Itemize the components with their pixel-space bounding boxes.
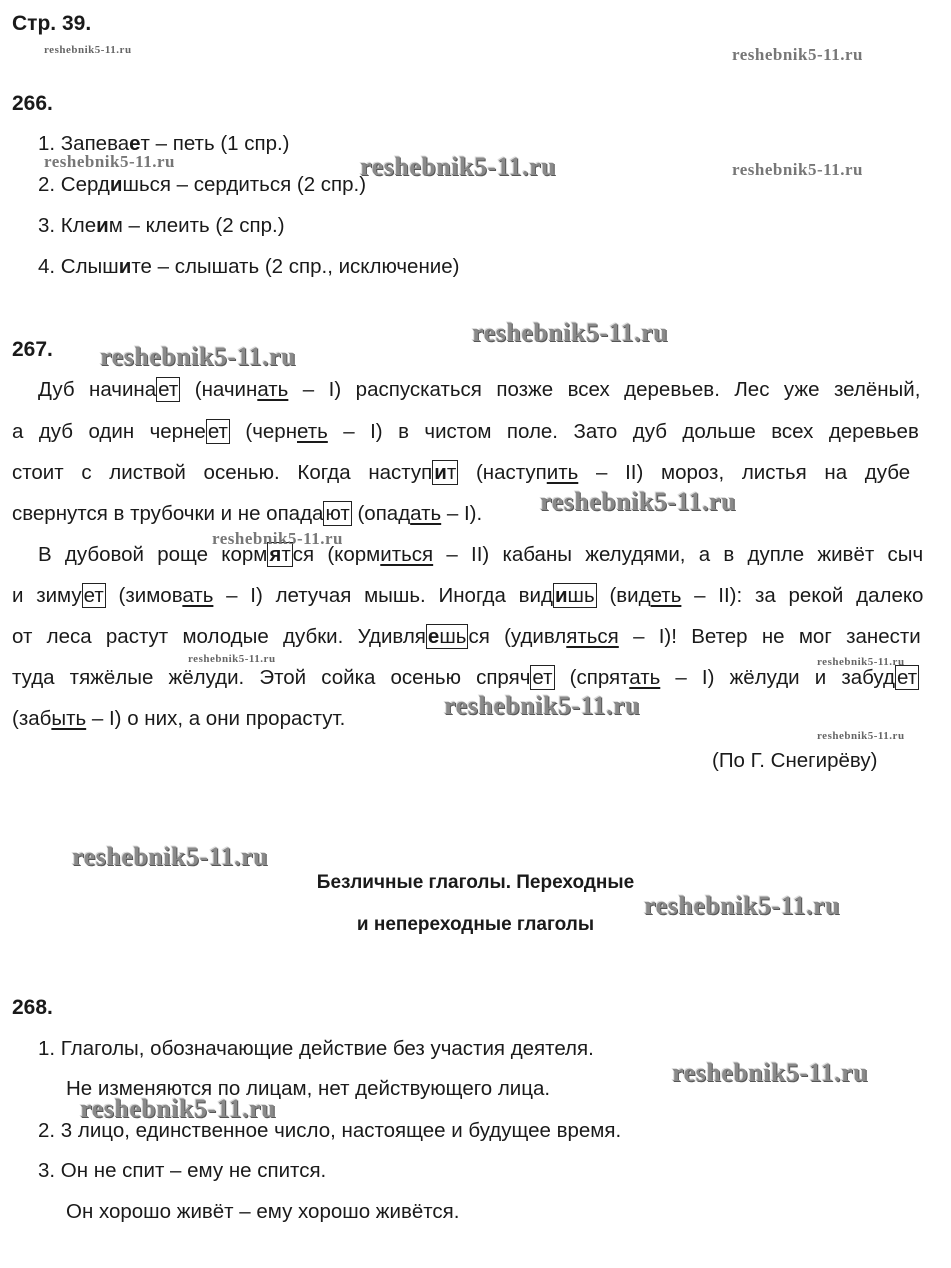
ending-box: ют — [325, 502, 350, 525]
ending-box: ет — [207, 420, 228, 443]
exercise-267-line-2: а дуб один чернеет (чернеть – I) в чистом поле. Зато дуб дольше всех деревьев — [12, 420, 919, 443]
exercise-266-item-3: 3. Клеим – клеить (2 спр.) — [38, 214, 285, 237]
section-heading-line-2: и непереходные глаголы — [356, 914, 595, 935]
exercise-267-line-1: Дуб начинает (начинать – I) распускаться позже всех деревьев. Лес уже зелёный, — [38, 378, 921, 401]
watermark: reshebnik5-11.ru — [44, 152, 175, 171]
page-label: Стр. 39. — [12, 12, 92, 35]
exercise-268-line-1: 1. Глаголы, обозначающие действие без участия деятеля. — [38, 1037, 594, 1060]
ending-box: ет — [158, 378, 179, 401]
ending-box: ит — [434, 461, 457, 484]
watermark: reshebnik5-11.ru — [80, 1094, 277, 1123]
watermark: reshebnik5-11.ru — [44, 44, 132, 56]
ending-box: ет — [83, 584, 104, 607]
watermark: reshebnik5-11.ru — [472, 318, 669, 347]
watermark: reshebnik5-11.ru — [817, 656, 905, 668]
ending-box: ишь — [554, 584, 595, 607]
watermark: reshebnik5-11.ru — [212, 529, 343, 548]
exercise-266-number: 266. — [12, 92, 53, 115]
watermark: reshebnik5-11.ru — [540, 487, 737, 516]
watermark: reshebnik5-11.ru — [444, 691, 641, 720]
exercise-267-line-5: В дубовой роще кормятся (кормиться – II) кабаны желудями, а в дупле живёт сыч — [38, 543, 924, 566]
watermark: reshebnik5-11.ru — [360, 152, 557, 181]
watermark: reshebnik5-11.ru — [817, 730, 905, 742]
watermark: reshebnik5-11.ru — [72, 842, 269, 871]
ending-box: ет — [896, 666, 918, 689]
ending-box: ет — [532, 666, 553, 689]
watermark: reshebnik5-11.ru — [188, 653, 276, 665]
exercise-267-source: (По Г. Снегирёву) — [712, 749, 878, 772]
section-heading-line-1: Безличные глаголы. Переходные — [316, 872, 635, 893]
exercise-267-number: 267. — [12, 338, 53, 361]
exercise-267-line-4: свернутся в трубочки и не опадают (опадать – I). — [12, 502, 483, 525]
exercise-267-line-9: (забыть – I) о них, а они прорастут. — [12, 707, 346, 730]
exercise-266-item-1: 1. Запевает – петь (1 спр.) — [38, 132, 290, 155]
exercise-266-item-4: 4. Слышите – слышать (2 спр., исключение) — [38, 255, 460, 278]
exercise-267-line-7: от леса растут молодые дубки. Удивляешься (удивляться – I)! Ветер не мог занести — [12, 625, 921, 648]
exercise-266-item-2: 2. Сердишься – сердиться (2 спр.) — [38, 173, 367, 196]
watermark: reshebnik5-11.ru — [644, 891, 841, 920]
exercise-268-line-4: 3. Он не спит – ему не спится. — [38, 1159, 327, 1182]
watermark: reshebnik5-11.ru — [672, 1058, 869, 1087]
exercise-267-line-8: туда тяжёлые жёлуди. Этой сойка осенью спрячет (спрятать – I) жёлуди и забудет — [12, 666, 918, 689]
exercise-267-line-3: стоит с листвой осенью. Когда наступит (наступить – II) мороз, листья на дубе — [12, 461, 911, 484]
watermark: reshebnik5-11.ru — [100, 342, 297, 371]
exercise-268-line-5: Он хорошо живёт – ему хорошо живётся. — [66, 1200, 460, 1223]
watermark: reshebnik5-11.ru — [732, 160, 863, 179]
exercise-267-line-6: и зимует (зимовать – I) летучая мышь. Иногда видишь (видеть – II): за рекой далеко — [12, 584, 924, 607]
exercise-268-line-3: 2. 3 лицо, единственное число, настоящее и будущее время. — [38, 1119, 622, 1142]
watermark: reshebnik5-11.ru — [732, 45, 863, 64]
ending-box: ешь — [427, 625, 467, 648]
exercise-268-number: 268. — [12, 996, 53, 1019]
ending-box: ят — [269, 543, 291, 566]
exercise-268-line-2: Не изменяются по лицам, нет действующего лица. — [66, 1077, 551, 1100]
